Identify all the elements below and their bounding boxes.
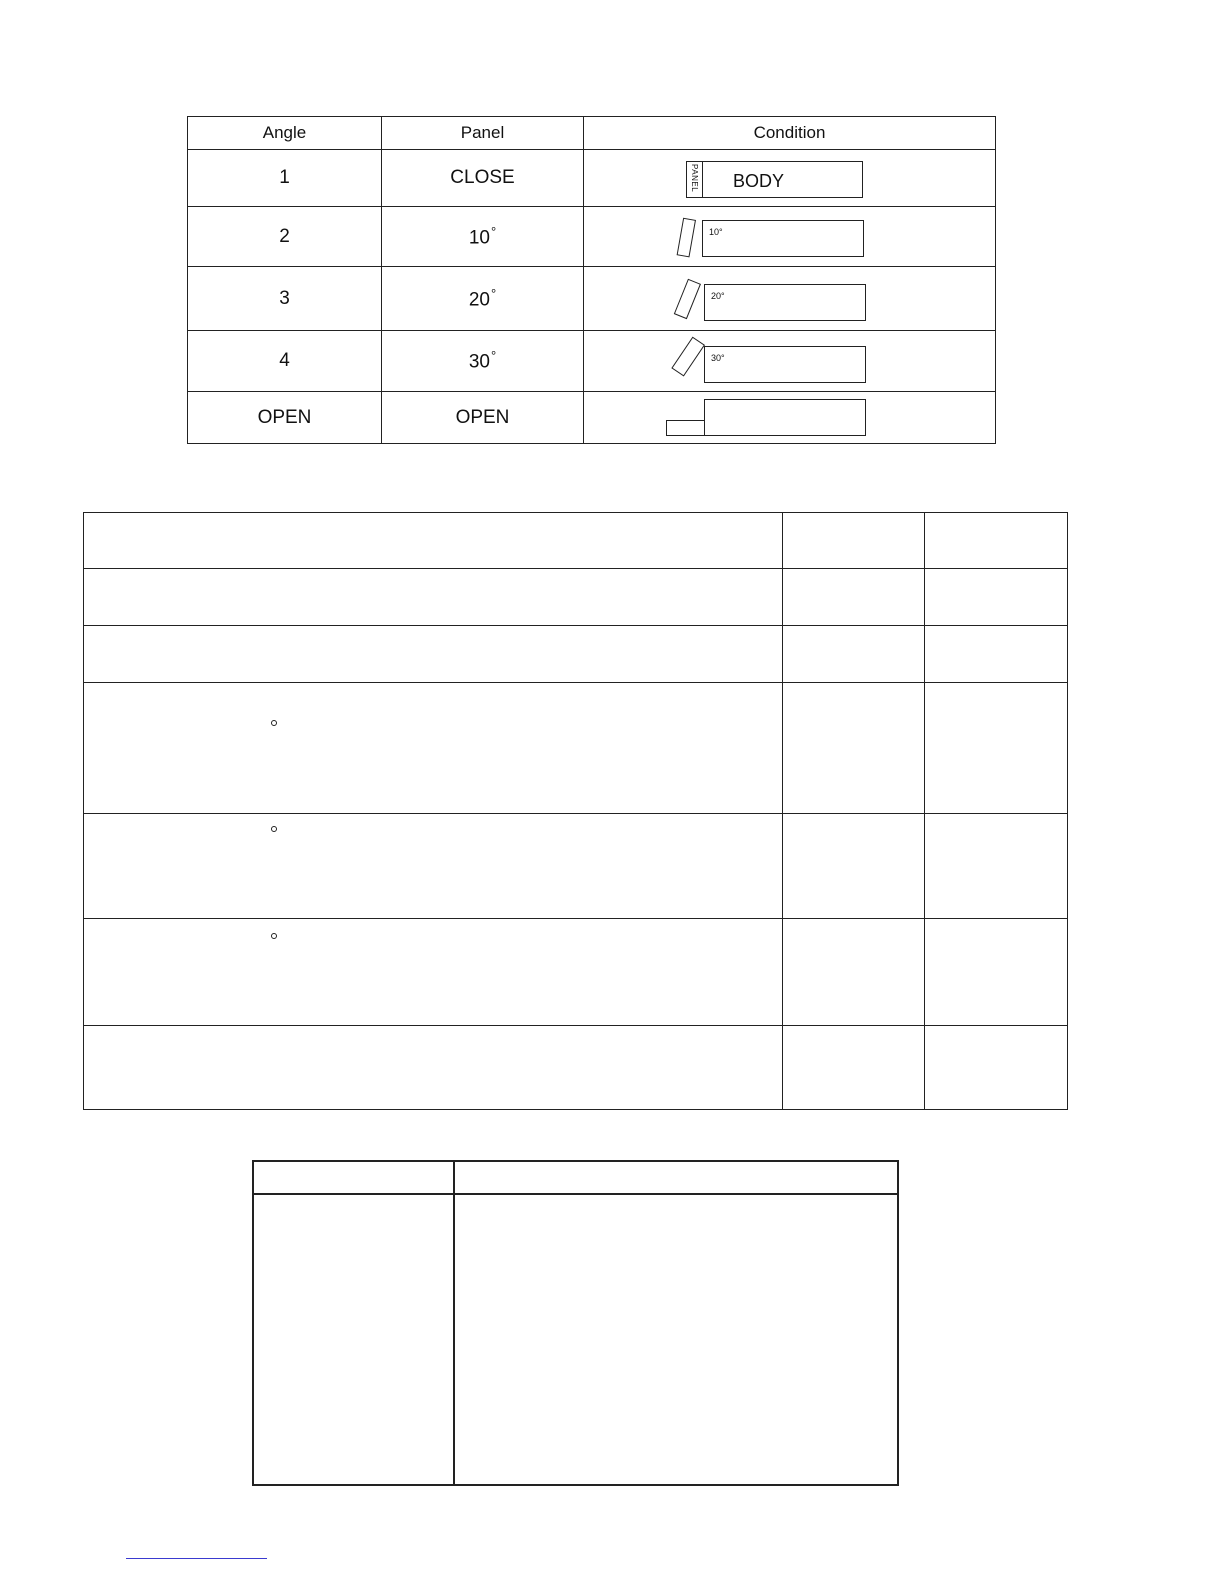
table-row [84, 513, 1068, 569]
grid-cell [84, 919, 783, 1026]
panel-value: 30 [468, 351, 490, 373]
box-cell [454, 1194, 898, 1485]
body-shape [686, 161, 863, 198]
panel-20deg-diagram [584, 267, 995, 330]
grid-cell [925, 919, 1068, 1026]
body-shape [704, 346, 866, 383]
degree-ring-icon [271, 826, 277, 832]
panel-30deg-diagram [584, 331, 995, 391]
header-panel: Panel [382, 117, 584, 150]
grid-cell [783, 626, 925, 683]
grid-cell [925, 513, 1068, 569]
degree-mark: ° [490, 285, 497, 301]
condition-cell [584, 207, 996, 267]
grid-cell [84, 569, 783, 626]
table-row [84, 569, 1068, 626]
panel-shape [686, 161, 703, 198]
panel-label: PANEL [690, 164, 699, 193]
table-row [188, 331, 996, 392]
body-shape [704, 399, 866, 436]
table-row [84, 814, 1068, 919]
box-cell [253, 1161, 454, 1194]
condition-cell [584, 267, 996, 331]
panel-angle-table [187, 116, 996, 444]
condition-cell [584, 150, 996, 207]
panel-shape [677, 218, 696, 258]
degree-ring-icon [271, 933, 277, 939]
grid-cell [84, 814, 783, 919]
body-shape [704, 284, 866, 321]
open-panel-diagram [584, 392, 995, 443]
grid-cell [925, 626, 1068, 683]
grid-cell [925, 683, 1068, 814]
table-row [84, 683, 1068, 814]
table-row [188, 150, 996, 207]
panel-cell [382, 267, 584, 331]
body-label: BODY [733, 171, 785, 191]
grid-cell [783, 1026, 925, 1110]
angle-cell: OPEN [188, 392, 382, 444]
degree-mark: ° [490, 348, 497, 364]
panel-shape [671, 337, 705, 377]
grid-cell [783, 513, 925, 569]
two-column-box-table [252, 1160, 899, 1486]
grid-cell [925, 1026, 1068, 1110]
table-row [84, 1026, 1068, 1110]
table-row [188, 267, 996, 331]
box-cell [454, 1161, 898, 1194]
blank-grid-table [83, 512, 1068, 1110]
box-cell [253, 1194, 454, 1485]
grid-cell [84, 513, 783, 569]
closed-panel-diagram [584, 150, 995, 206]
condition-cell [584, 331, 996, 392]
table-row [84, 626, 1068, 683]
condition-cell [584, 392, 996, 444]
angle-cell: 4 [188, 331, 382, 392]
panel-value: 20 [468, 289, 490, 311]
angle-cell: 1 [188, 150, 382, 207]
grid-cell [925, 814, 1068, 919]
grid-cell [925, 569, 1068, 626]
panel-shape [674, 279, 701, 319]
table-row [188, 392, 996, 444]
header-angle: Angle [188, 117, 382, 150]
panel-value: OPEN [455, 406, 510, 428]
grid-cell [783, 569, 925, 626]
degree-ring-icon [271, 720, 277, 726]
grid-cell [84, 683, 783, 814]
panel-10deg-diagram [584, 207, 995, 266]
grid-cell [84, 626, 783, 683]
grid-cell [84, 1026, 783, 1110]
table-header-row [253, 1161, 898, 1194]
panel-cell [382, 331, 584, 392]
angle-label: 30° [711, 353, 725, 363]
footer-rule [126, 1558, 267, 1559]
panel-cell [382, 207, 584, 267]
degree-mark: ° [490, 223, 497, 239]
grid-cell [783, 683, 925, 814]
angle-cell: 2 [188, 207, 382, 267]
panel-value: CLOSE [450, 167, 515, 188]
body-shape [702, 220, 864, 257]
angle-label: 10° [709, 227, 723, 237]
angle-cell: 3 [188, 267, 382, 331]
table-row [188, 207, 996, 267]
panel-cell [382, 150, 584, 207]
panel-shape [666, 420, 705, 436]
header-condition: Condition [584, 117, 996, 150]
table-row [84, 919, 1068, 1026]
panel-value: 10 [468, 227, 490, 249]
panel-cell [382, 392, 584, 444]
grid-cell [783, 919, 925, 1026]
angle-label: 20° [711, 291, 725, 301]
grid-cell [783, 814, 925, 919]
table-header-row [188, 117, 996, 150]
table-row [253, 1194, 898, 1485]
